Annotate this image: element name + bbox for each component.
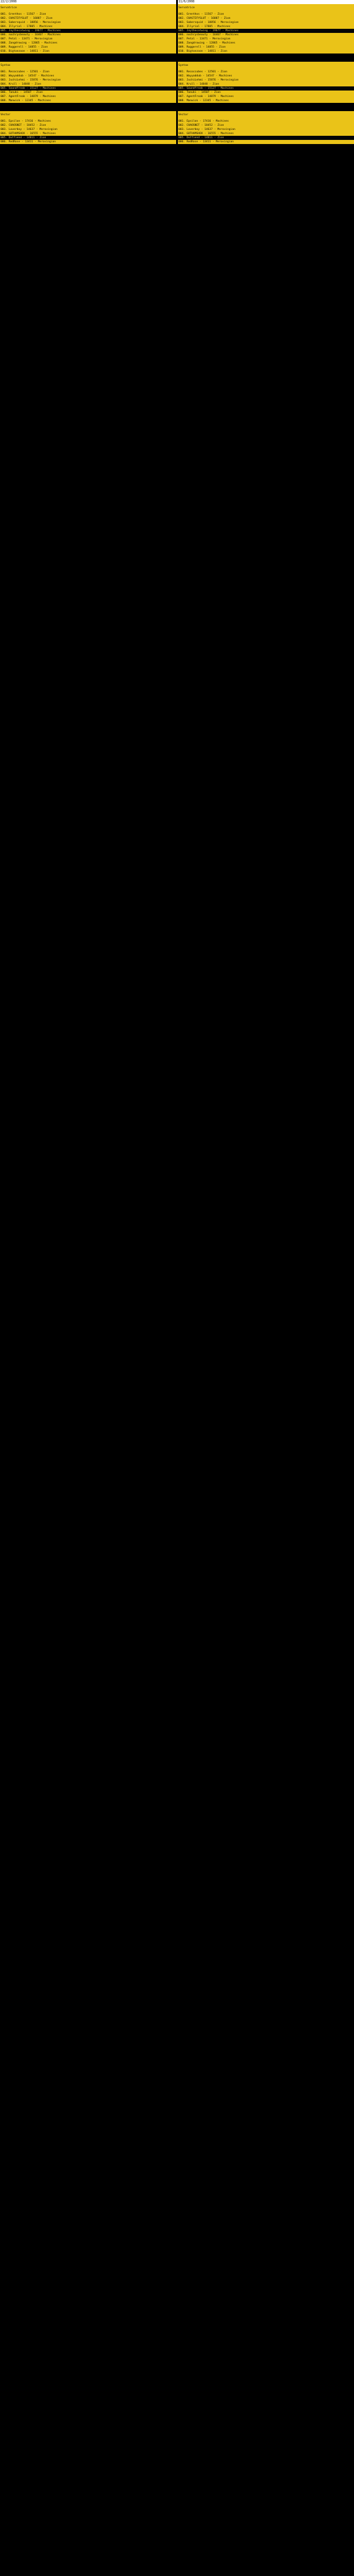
section-title: Servatrice	[178, 4, 354, 12]
column-date: 22/2/2008	[0, 0, 176, 4]
section-title: Vector	[178, 111, 354, 119]
ranking-row: 006. Tanuki - 14507 - Zion	[0, 91, 176, 95]
ranking-row: 006. nochrysbeauty - 16467 - Machines	[0, 33, 176, 37]
ranking-row: 004. GOTHAMSHOX - 16555 - Machines	[0, 132, 176, 136]
date-column-right	[178, 0, 354, 152]
ranking-row: 004. Illyrial - 17805 - Machines	[0, 25, 176, 29]
ranking-row: 007. Petal - 13471 - Merovingian	[0, 37, 176, 41]
ranking-row: 003. Loverboy - 14637 - Merovingian	[178, 128, 354, 132]
ranking-row: 006. RedRose - 13411 - Merovingian	[0, 140, 176, 144]
section-gap	[178, 53, 354, 62]
ranking-row: 003. Loverboy - 14637 - Merovingian	[0, 128, 176, 132]
ranking-row: 004. Krull - 14848 - Zion	[178, 82, 354, 86]
section-title: Syntax	[0, 62, 176, 70]
ranking-row: 009. Ruggerell - 14855 - Zion	[178, 45, 354, 49]
ranking-row: 006. RedRose - 13411 - Merovingian	[178, 140, 354, 144]
section-title: Syntax	[178, 62, 354, 70]
section-gap	[178, 144, 354, 152]
ranking-row: 007. AgentFreak - 14879 - Machines	[0, 95, 176, 99]
ranking-row: 001. Recoccubes - 12501 - Zion	[0, 70, 176, 74]
ranking-row: 005. Soundfreak - 15127 - Machines	[178, 86, 354, 91]
ranking-row: 007. Petal - 13471 - Merovingian	[178, 37, 354, 41]
section-title: Vector	[0, 111, 176, 119]
ranking-row: 006. Tanuki - 14507 - Zion	[178, 91, 354, 95]
ranking-row: 003. JuchiLehmi - 15876 - Merovingian	[0, 78, 176, 82]
section-gap	[178, 103, 354, 111]
ranking-row: 001. Epsilon - 17416 - Machines	[178, 119, 354, 123]
ranking-row: 002. Wayyaddub - 14547 - Machines	[178, 74, 354, 78]
ranking-row: 002. CHASTIFYSLUT - 16887 - Zion	[0, 16, 176, 21]
section-gap	[0, 53, 176, 62]
ranking-row: 008. Manwick - 12345 - Machines	[0, 99, 176, 103]
ranking-row: 010. Bigtanzoon - 14811 - Zion	[178, 49, 354, 53]
section-gap	[0, 103, 176, 111]
ranking-row: 002. CHASTIFYSLUT - 16887 - Zion	[178, 16, 354, 21]
ranking-row: 010. Bigtanzoon - 14811 - Zion	[0, 49, 176, 53]
ranking-row: 002. Wayyaddub - 14547 - Machines	[0, 74, 176, 78]
ranking-row: 005. Jaythecatwing - 19677 - Machines	[178, 29, 354, 33]
ranking-row: 004. Illyrial - 17805 - Machines	[178, 25, 354, 29]
section-gap	[0, 144, 176, 152]
ranking-row: 005. Dutfiend - 14811 - Zion	[178, 136, 354, 140]
ranking-row: 008. Zangdrowing - 12865 - Machines	[0, 41, 176, 45]
section-title: Servatrice	[0, 4, 176, 12]
column-date: 11/6/2008	[178, 0, 354, 4]
date-column-left	[0, 0, 176, 152]
ranking-row: 001. Grenthos - 11567 - Zion	[0, 12, 176, 16]
ranking-row: 001. Grenthos - 11567 - Zion	[178, 12, 354, 16]
ranking-row: 001. Recoccubes - 12501 - Zion	[178, 70, 354, 74]
ranking-row: 008. Manwick - 12345 - Machines	[178, 99, 354, 103]
ranking-row: 004. Krull - 14848 - Zion	[0, 82, 176, 86]
ranking-row: 005. Soundfreak - 15127 - Machines	[0, 86, 176, 91]
ranking-row: 009. Ruggerell - 14855 - Zion	[0, 45, 176, 49]
ranking-row: 002. CHAOSNET - 18452 - Zion	[178, 123, 354, 128]
ranking-row: 005. Dutfiend - 14811 - Zion	[0, 136, 176, 140]
ranking-row: 003. Sabersquid - 18856 - Merovingian	[0, 21, 176, 25]
ranking-row: 004. GOTHAMSHOX - 16555 - Machines	[178, 132, 354, 136]
ranking-row: 008. Zangdrowing - 12865 - Machines	[178, 41, 354, 45]
ranking-row: 006. nochrysbeauty - 16467 - Machines	[178, 33, 354, 37]
ranking-row: 001. Epsilon - 17416 - Machines	[0, 119, 176, 123]
ranking-row: 005. Jaythecatwing - 19677 - Machines	[0, 29, 176, 33]
ranking-row: 003. Sabersquid - 18856 - Merovingian	[178, 21, 354, 25]
ranking-row: 003. JuchiLehmi - 15876 - Merovingian	[178, 78, 354, 82]
ranking-row: 007. AgentFreak - 14879 - Machines	[178, 95, 354, 99]
ranking-row: 002. CHAOSNET - 18452 - Zion	[0, 123, 176, 128]
